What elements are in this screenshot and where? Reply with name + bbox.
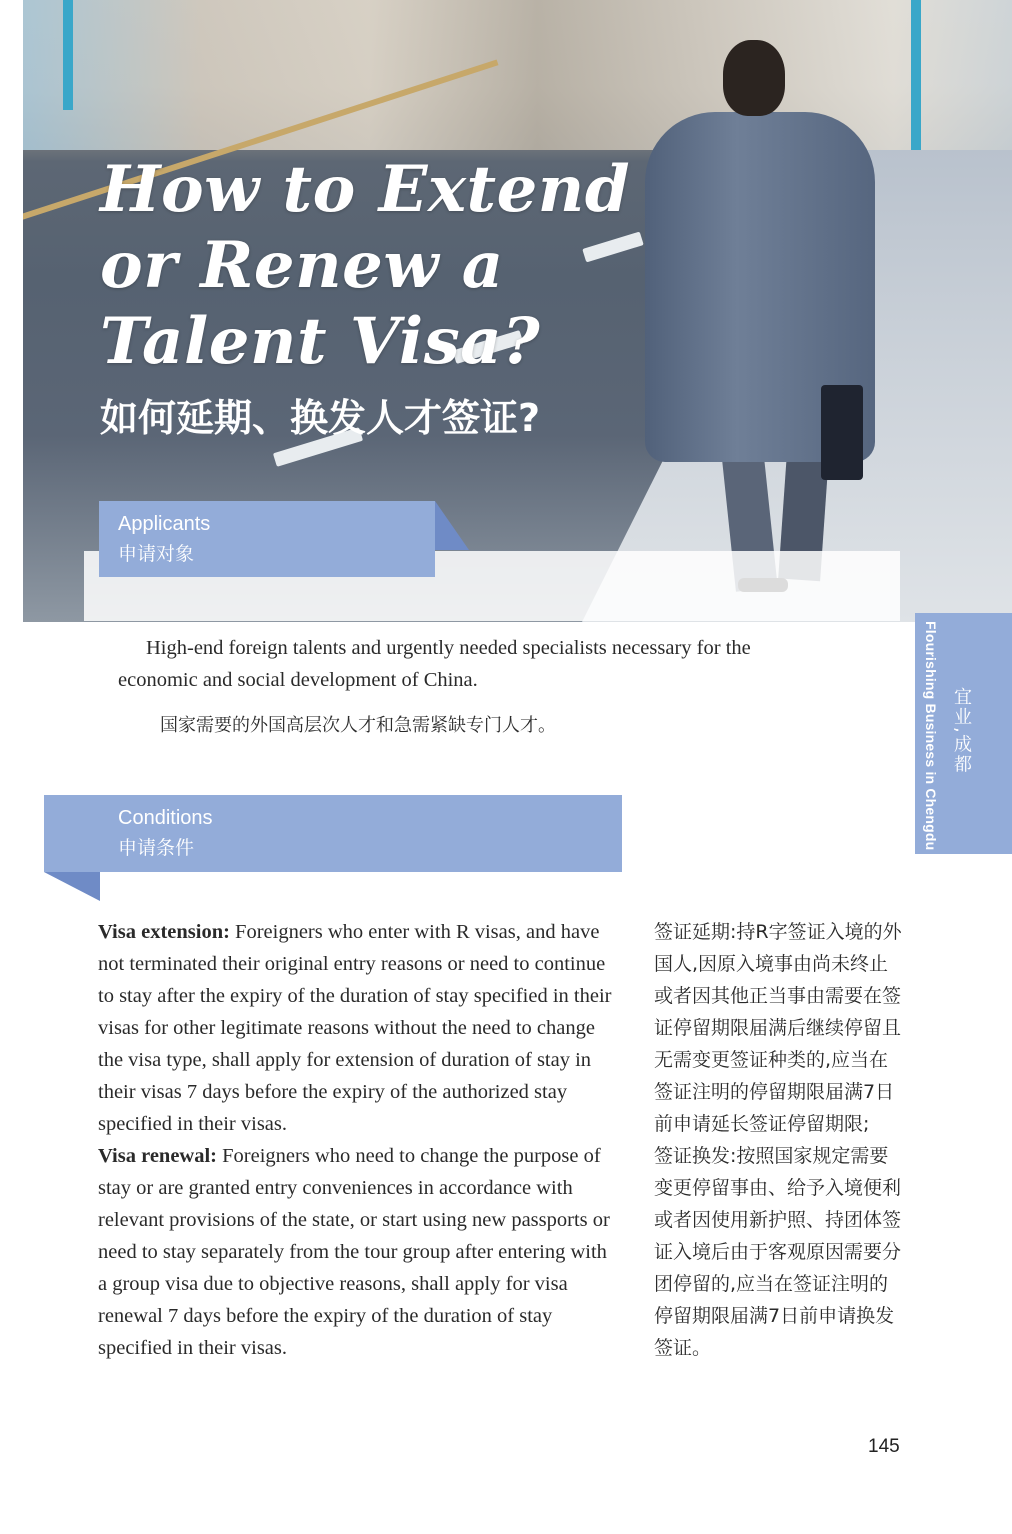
background-buildings (23, 0, 1012, 150)
page-number: 145 (868, 1436, 900, 1457)
applicants-label-en: Applicants (118, 513, 211, 535)
renewal-heading: Visa renewal: (98, 1145, 217, 1167)
conditions-label (44, 795, 622, 872)
label-corner (435, 501, 469, 550)
conditions-label-zh: 申请条件 (118, 837, 195, 859)
street-post (911, 0, 921, 170)
applicants-label (99, 501, 435, 577)
label-corner (44, 872, 100, 901)
conditions-text-zh (654, 916, 906, 1364)
street-post (63, 0, 73, 110)
page-title: How to Extend or Renew a Talent Visa? (100, 152, 631, 379)
conditions-label-en: Conditions (118, 807, 213, 829)
extension-text-zh: 签证延期:持R字签证入境的外国人,因原入境事由尚未终止或者因其他正当事由需要在签证停留期限届满后继续停留且无需变更签证种类的,应当在签证注明的停留期限届满7日前申请延长签证停留期限; (654, 921, 902, 1135)
section-side-tab (915, 613, 1012, 854)
briefcase (821, 385, 863, 480)
conditions-text-en (98, 916, 618, 1364)
renewal-text-zh: 签证换发:按照国家规定需要变更停留事由、给予入境便利或者因使用新护照、持团体签证入境后由于客观原因需要分团停留的,应当在签证注明的停留期限届满7日前申请换发签证。 (654, 1145, 902, 1359)
applicants-text-en: High-end foreign talents and urgently needed specialists necessary for the economic and social development of China. (118, 637, 751, 691)
extension-text: Foreigners who enter with R visas, and have not terminated their original entry reasons or need to continue to stay after the expiry of the duration of stay specified in their visas for other legitimate reasons without the need to change the visa type, shall apply for extension of duration of stay in their visas 7 days before the expiry of the authorized stay specified in their visas. (98, 921, 612, 1135)
applicants-text-zh: 国家需要的外国高层次人才和急需紧缺专门人才。 (160, 715, 556, 736)
walking-man (723, 40, 785, 116)
page-title-zh: 如何延期、换发人才签证? (100, 396, 541, 440)
side-tab-zh: 宜业,成都 (951, 687, 972, 775)
renewal-text: Foreigners who need to change the purpose of stay or are granted entry conveniences in accordance with relevant provisions of the state, or start using new passports or need to stay separately from the tour group after entering with a group visa due to objective reasons, shall apply for visa renewal 7 days before the expiry of the duration of stay specified in their visas. (98, 1145, 610, 1359)
applicants-label-zh: 申请对象 (118, 543, 195, 565)
side-tab-en: Flourishing Business in Chengdu (923, 621, 939, 851)
extension-heading: Visa extension: (98, 921, 230, 943)
